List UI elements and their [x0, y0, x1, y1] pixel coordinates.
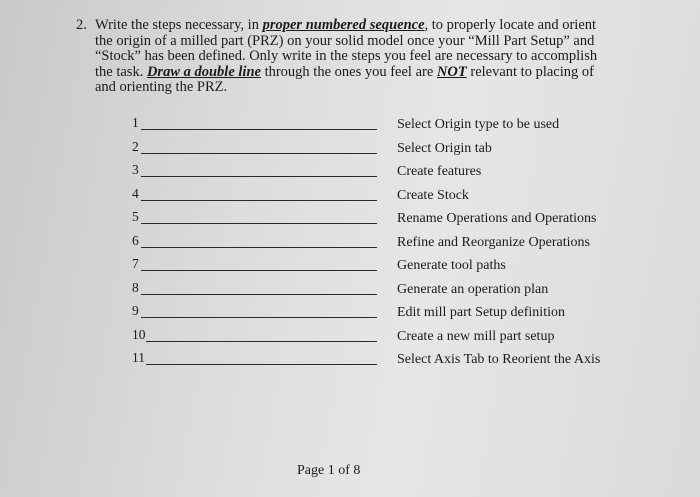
question-text-part-1: Write the steps necessary, in [95, 17, 263, 33]
answer-step-number: 11 [132, 350, 145, 365]
answer-step-row[interactable] [132, 277, 377, 297]
question-number: 2. [76, 17, 87, 33]
question-text-part-4: relevant to placing of and orienting the PRZ. [95, 63, 594, 95]
answer-step-blank[interactable] [146, 341, 377, 342]
answer-step-number: 3 [132, 162, 139, 177]
answer-step-row[interactable] [132, 300, 377, 320]
answer-step-number: 7 [132, 256, 139, 271]
answer-step-number: 9 [132, 303, 139, 318]
answer-step-blank[interactable] [141, 317, 377, 318]
answer-step-blank[interactable] [141, 270, 377, 271]
answer-step-row[interactable] [132, 206, 377, 226]
answer-step-row[interactable] [132, 136, 377, 156]
question-emphasis-sequence: proper numbered sequence [262, 17, 425, 33]
question-block [76, 18, 616, 96]
answer-step-row[interactable] [132, 253, 377, 273]
answer-step-blank[interactable] [141, 200, 377, 201]
step-option: Select Axis Tab to Reorient the Axis [397, 352, 601, 367]
step-option: Edit mill part Setup definition [397, 305, 565, 320]
answer-step-blank[interactable] [141, 153, 377, 154]
answer-step-row[interactable] [132, 324, 377, 344]
step-option: Generate tool paths [397, 258, 506, 273]
step-option: Create Stock [397, 187, 469, 203]
answer-step-blank[interactable] [141, 176, 377, 177]
answer-step-row[interactable] [132, 347, 377, 367]
answer-step-number: 5 [132, 209, 139, 224]
answer-step-number: 1 [132, 115, 139, 130]
answer-step-number: 10 [132, 326, 146, 342]
answer-step-blank[interactable] [141, 223, 377, 224]
answer-step-row[interactable] [132, 183, 377, 203]
step-option: Select Origin type to be used [397, 117, 560, 132]
question-emphasis-not: NOT [436, 63, 467, 80]
answer-step-number: 4 [132, 185, 139, 201]
answer-step-row[interactable] [132, 230, 377, 250]
answer-step-number: 8 [132, 279, 139, 295]
step-option: Refine and Reorganize Operations [397, 234, 590, 250]
page-number: Page 1 of 8 [297, 463, 361, 478]
answer-step-blank[interactable] [146, 364, 377, 365]
answer-step-blank[interactable] [141, 294, 377, 295]
step-option: Create features [397, 164, 482, 179]
step-option: Rename Operations and Operations [397, 211, 597, 226]
step-option: Create a new mill part setup [397, 328, 555, 344]
answer-step-number: 2 [132, 138, 139, 154]
question-text-part-2: , to properly locate and orient the origin of a milled part (PRZ) on your solid model once your “Mill Part Setup” and “Stock” has been defined. Only write in the steps you feel are necessary to accomplish the task. [95, 17, 598, 80]
answer-step-row[interactable] [132, 112, 377, 132]
question-emphasis-double-line: Draw a double line [146, 63, 261, 80]
step-option: Select Origin tab [397, 140, 492, 156]
question-text-part-3: through the ones you feel are [260, 63, 437, 80]
answer-step-blank[interactable] [141, 129, 377, 130]
answer-step-number: 6 [132, 232, 139, 248]
step-option: Generate an operation plan [397, 281, 549, 297]
answer-step-row[interactable] [132, 159, 377, 179]
answer-step-blank[interactable] [141, 247, 377, 248]
question-text [95, 18, 616, 96]
